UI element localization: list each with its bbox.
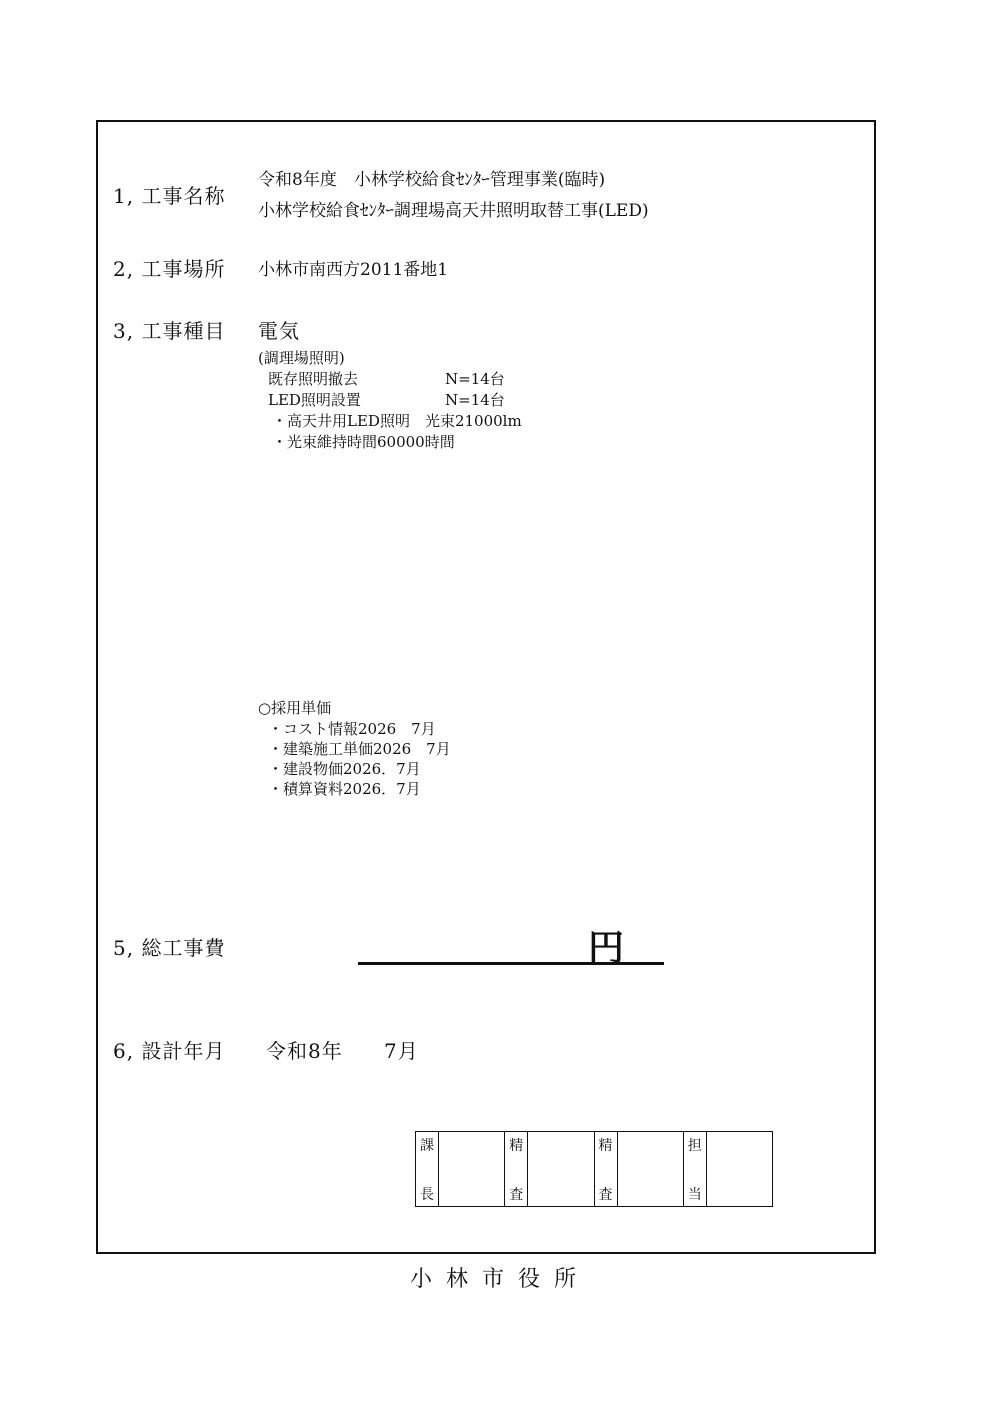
stamp-label-section-chief: 課 長: [416, 1132, 439, 1207]
detail-heading: (調理場照明): [258, 349, 345, 367]
detail-spec-lumen: ・高天井用LED照明 光束21000lm: [272, 412, 522, 430]
stamp-box-review-1: [528, 1132, 594, 1207]
stamp-box-review-2: [617, 1132, 683, 1207]
approval-stamp-table: [415, 1131, 773, 1207]
design-month: 7月: [384, 1039, 419, 1063]
detail-remove-qty: N=14台: [445, 370, 505, 388]
stamp-label-review-2: 精 査: [594, 1132, 617, 1207]
section3-label: 3, 工事種目: [113, 319, 226, 343]
unit-price-item: ・積算資料2026．7月: [268, 780, 421, 798]
detail-spec-life: ・光束維持時間60000時間: [272, 433, 455, 451]
stamp-label-person-in-charge: 担 当: [683, 1132, 706, 1207]
unit-price-item: ・建設物価2026．7月: [268, 760, 421, 778]
detail-install-label: LED照明設置: [268, 391, 361, 409]
section1-label: 1, 工事名称: [113, 184, 226, 208]
project-location: 小林市南西方2011番地1: [258, 260, 449, 280]
section6-label: 6, 設計年月: [113, 1039, 226, 1063]
unit-price-item: ・コスト情報2026 7月: [268, 720, 436, 738]
unit-price-list: [268, 719, 451, 799]
project-name-line1: 令和8年度 小林学校給食ｾﾝﾀｰ管理事業(臨時): [258, 170, 606, 190]
detail-install-qty: N=14台: [445, 391, 505, 409]
amount-underline: [358, 962, 664, 965]
stamp-box-section-chief: [439, 1132, 505, 1207]
document-frame: [96, 120, 876, 1254]
unit-price-item: ・建築施工単価2026 7月: [268, 740, 451, 758]
stamp-label-review-1: 精 査: [505, 1132, 528, 1207]
yen-symbol: 円: [588, 928, 625, 969]
design-year: 令和8年: [266, 1039, 343, 1063]
project-name-line2: 小林学校給食ｾﾝﾀｰ調理場高天井照明取替工事(LED): [258, 201, 649, 221]
stamp-box-person-in-charge: [706, 1132, 772, 1207]
section5-label: 5, 総工事費: [113, 936, 226, 960]
issuer-name: 小林市役所: [409, 1267, 590, 1292]
section2-label: 2, 工事場所: [113, 257, 226, 281]
detail-remove-label: 既存照明撤去: [268, 370, 359, 388]
unit-price-title: ○採用単価: [258, 699, 332, 717]
work-type: 電気: [258, 319, 300, 343]
